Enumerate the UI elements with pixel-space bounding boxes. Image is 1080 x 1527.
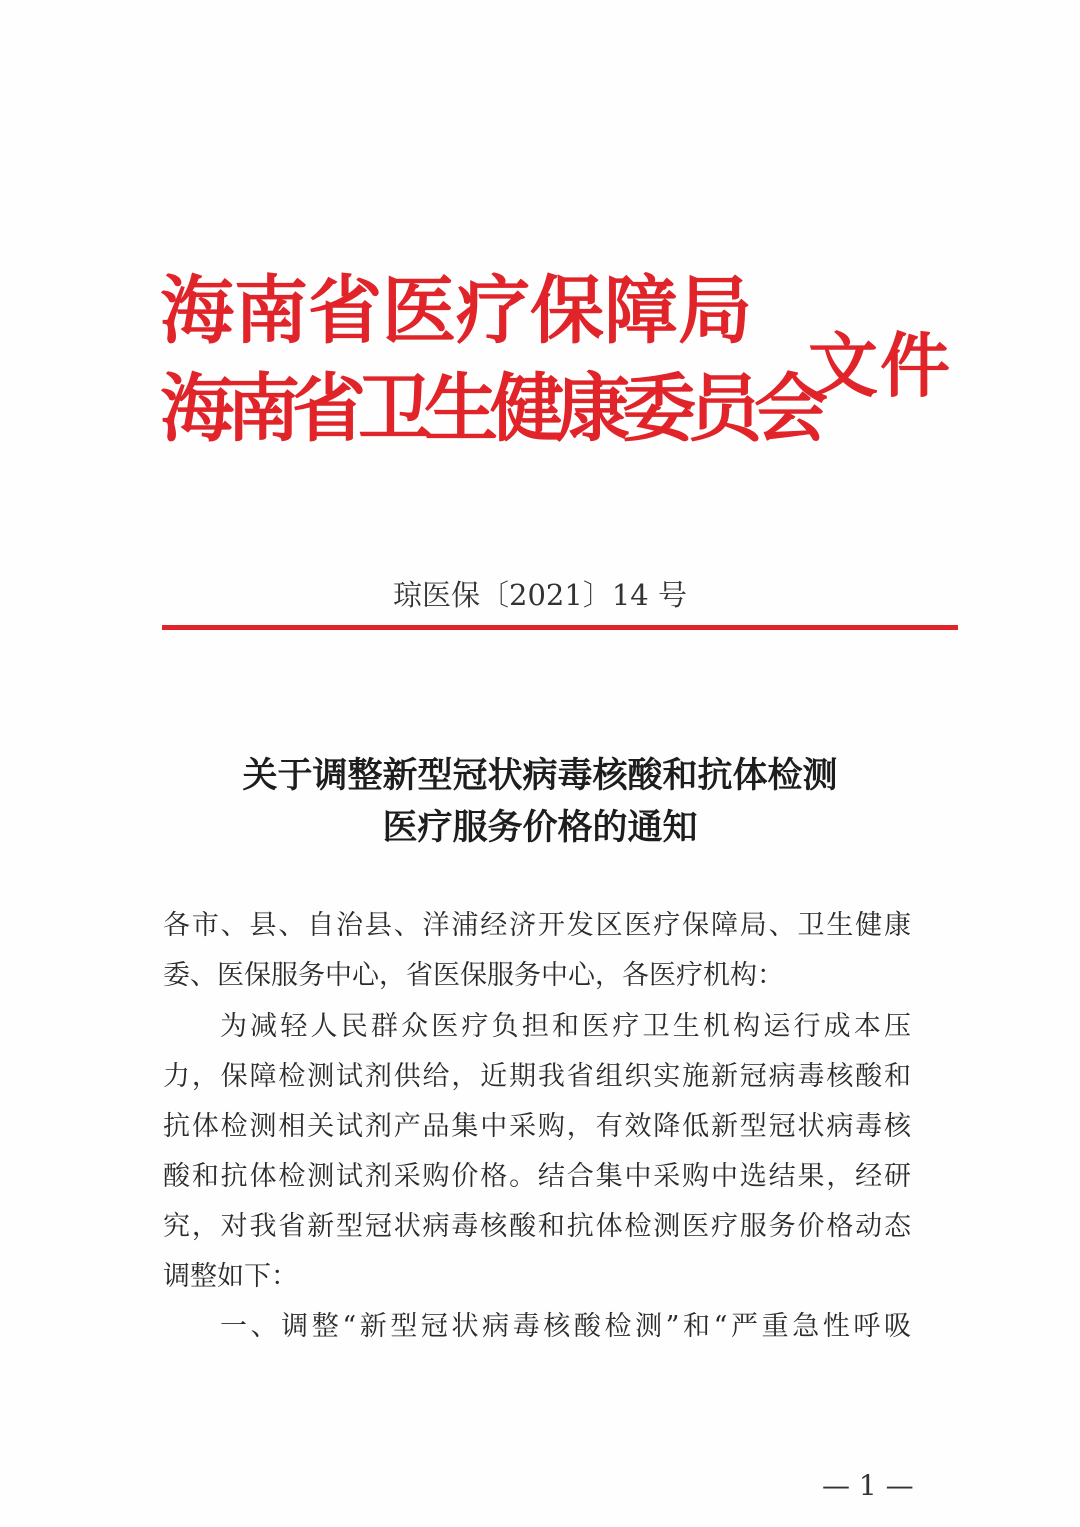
body-line: 委、医保服务中心，省医保服务中心，各医疗机构：	[163, 960, 784, 991]
notice-title-line-2: 医疗服务价格的通知	[382, 807, 698, 848]
page-number: — 1 —	[822, 1469, 914, 1502]
body-line: 各市、县、自治县、洋浦经济开发区医疗保障局、卫生健康	[163, 910, 911, 941]
red-divider	[162, 625, 958, 630]
body-line: 力，保障检测试剂供给，近期我省组织实施新冠病毒核酸和	[163, 1061, 911, 1092]
issuing-agency-2: 海南省卫生健康委员会	[160, 366, 820, 452]
body-line: 调整如下：	[163, 1261, 298, 1292]
notice-title-line-1: 关于调整新型冠状病毒核酸和抗体检测	[242, 755, 838, 796]
body-line: 一、调整“新型冠状病毒核酸检测”和“严重急性呼吸	[220, 1311, 911, 1342]
document-type: 文件	[808, 325, 952, 407]
issuing-agency-1: 海南省医疗保障局	[160, 268, 752, 354]
document-number: 琼医保〔2021〕14 号	[393, 578, 687, 612]
body-line: 抗体检测相关试剂产品集中采购，有效降低新型冠状病毒核	[163, 1111, 911, 1142]
body-line: 酸和抗体检测试剂采购价格。结合集中采购中选结果，经研	[163, 1161, 911, 1192]
body-line: 为减轻人民群众医疗负担和医疗卫生机构运行成本压	[220, 1011, 911, 1042]
body-line: 究，对我省新型冠状病毒核酸和抗体检测医疗服务价格动态	[163, 1211, 911, 1242]
